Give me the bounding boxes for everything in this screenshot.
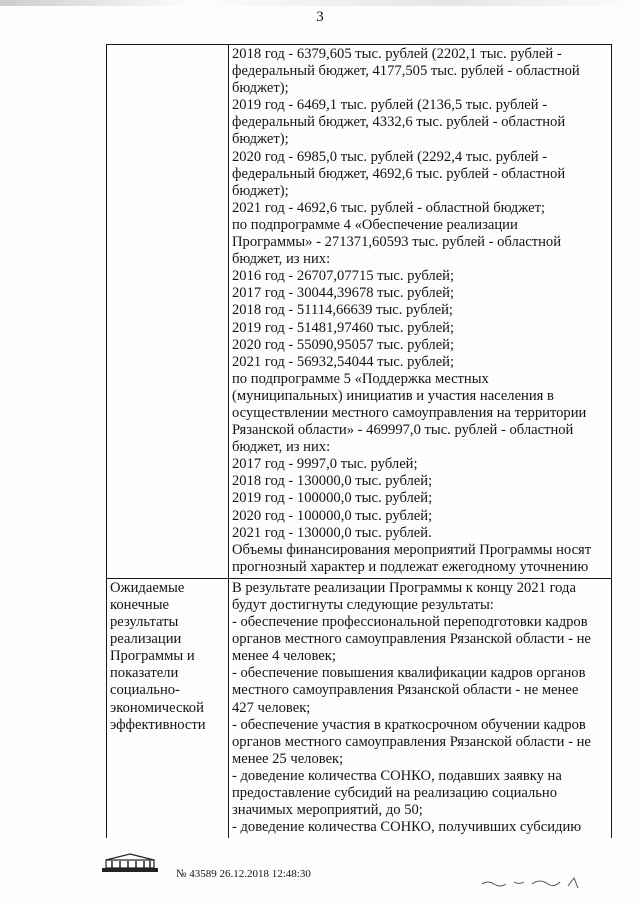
text-line: - обеспечение повышения квалификации кадров органов [232,665,586,682]
text-line: 2016 год - 26707,07715 тыс. рублей; [232,268,455,285]
text-line: 2020 год - 6985,0 тыс. рублей (2292,4 тыс. рублей - [232,148,548,165]
text-line: - доведение количества СОНКО, получивших субсидию [232,819,582,836]
text-line: (муниципальных) инициатив и участия населения в [232,387,554,404]
funding-text-cell [229,45,612,579]
table-row-results [107,578,612,838]
text-line: менее 25 человек; [232,750,344,767]
results-label-cell [107,578,229,838]
text-line: 2019 год - 51481,97460 тыс. рублей; [232,319,455,336]
text-line: 2021 год - 130000,0 тыс. рублей. [232,524,432,541]
building-logo-icon [100,852,160,874]
text-line: бюджет); [232,182,289,199]
scan-edge-shadow [0,0,640,6]
text-line: федеральный бюджет, 4692,6 тыс. рублей - областной [232,165,566,182]
text-line: 2017 год - 30044,39678 тыс. рублей; [232,285,455,302]
label-line: конечные [110,597,170,613]
text-line: 2021 год - 4692,6 тыс. рублей - областной бюджет; [232,199,546,216]
text-line: 2018 год - 6379,605 тыс. рублей (2202,1 тыс. рублей - [232,46,562,62]
text-line: 2018 год - 130000,0 тыс. рублей; [232,473,433,490]
label-line: экономической [110,699,204,716]
text-line: - доведение количества СОНКО, подавших заявку на [232,767,562,784]
text-line: 2019 год - 6469,1 тыс. рублей (2136,5 тыс. рублей - [232,97,548,114]
label-line: показатели [110,665,179,682]
text-line: федеральный бюджет, 4177,505 тыс. рублей - областной [232,63,580,80]
text-line: предоставление субсидий на реализацию социально [232,785,558,802]
text-line: бюджет); [232,131,289,148]
label-line: социально- [110,682,180,699]
text-line: органов местного самоуправления Рязанской области - не [232,631,591,648]
label-line: результаты [110,614,179,631]
text-line: прогнозный характер и подлежат ежегодному уточнению [232,558,589,575]
text-line: значимых мероприятий, до 50; [232,802,423,819]
text-line: бюджет, из них: [232,251,331,268]
label-line: Ожидаемые [110,579,185,596]
text-line: В результате реализации Программы к концу 2021 года [232,579,576,596]
text-line: местного самоуправления Рязанской области - не менее [232,682,579,699]
text-line: 2019 год - 100000,0 тыс. рублей; [232,490,433,507]
text-line: по подпрограмме 4 «Обеспечение реализации [232,216,518,233]
text-line: Программы» - 271371,60593 тыс. рублей - областной [232,234,562,251]
text-line: 2017 год - 9997,0 тыс. рублей; [232,456,418,473]
text-line: - обеспечение участия в краткосрочном обучении кадров [232,716,586,733]
text-line: 2021 год - 56932,54044 тыс. рублей; [232,353,455,370]
text-line: федеральный бюджет, 4332,6 тыс. рублей - областной [232,114,566,131]
text-line: Объемы финансирования мероприятий Программы носят [232,541,592,558]
text-line: 2020 год - 55090,95057 тыс. рублей; [232,336,455,353]
text-line: 2018 год - 51114,66639 тыс. рублей; [232,302,453,319]
registration-stamp: № 43589 26.12.2018 12:48:30 [176,868,311,880]
label-line: Программы и [110,648,195,665]
text-line: по подпрограмме 5 «Поддержка местных [232,370,489,387]
page-number: 3 [316,9,324,25]
text-line: менее 4 человек; [232,648,336,665]
results-text-cell [229,578,612,838]
table-row-funding [107,45,612,579]
text-line: - обеспечение профессиональной переподготовки кадров [232,614,588,631]
passport-table [106,44,612,838]
text-line: 427 человек; [232,699,311,716]
label-line: эффективности [110,716,206,733]
text-line: бюджет, из них: [232,439,331,456]
text-line: осуществлении местного самоуправления на территории [232,404,587,421]
label-line: реализации [110,631,182,648]
text-line: 2020 год - 100000,0 тыс. рублей; [232,507,433,524]
text-line: Рязанской области» - 469997,0 тыс. рублей - областной [232,422,574,439]
text-line: будут достигнуты следующие результаты: [232,597,494,613]
text-line: органов местного самоуправления Рязанской области - не [232,733,591,750]
funding-label-cell [107,45,229,579]
text-line: бюджет); [232,80,289,97]
handwritten-mark [480,872,590,892]
